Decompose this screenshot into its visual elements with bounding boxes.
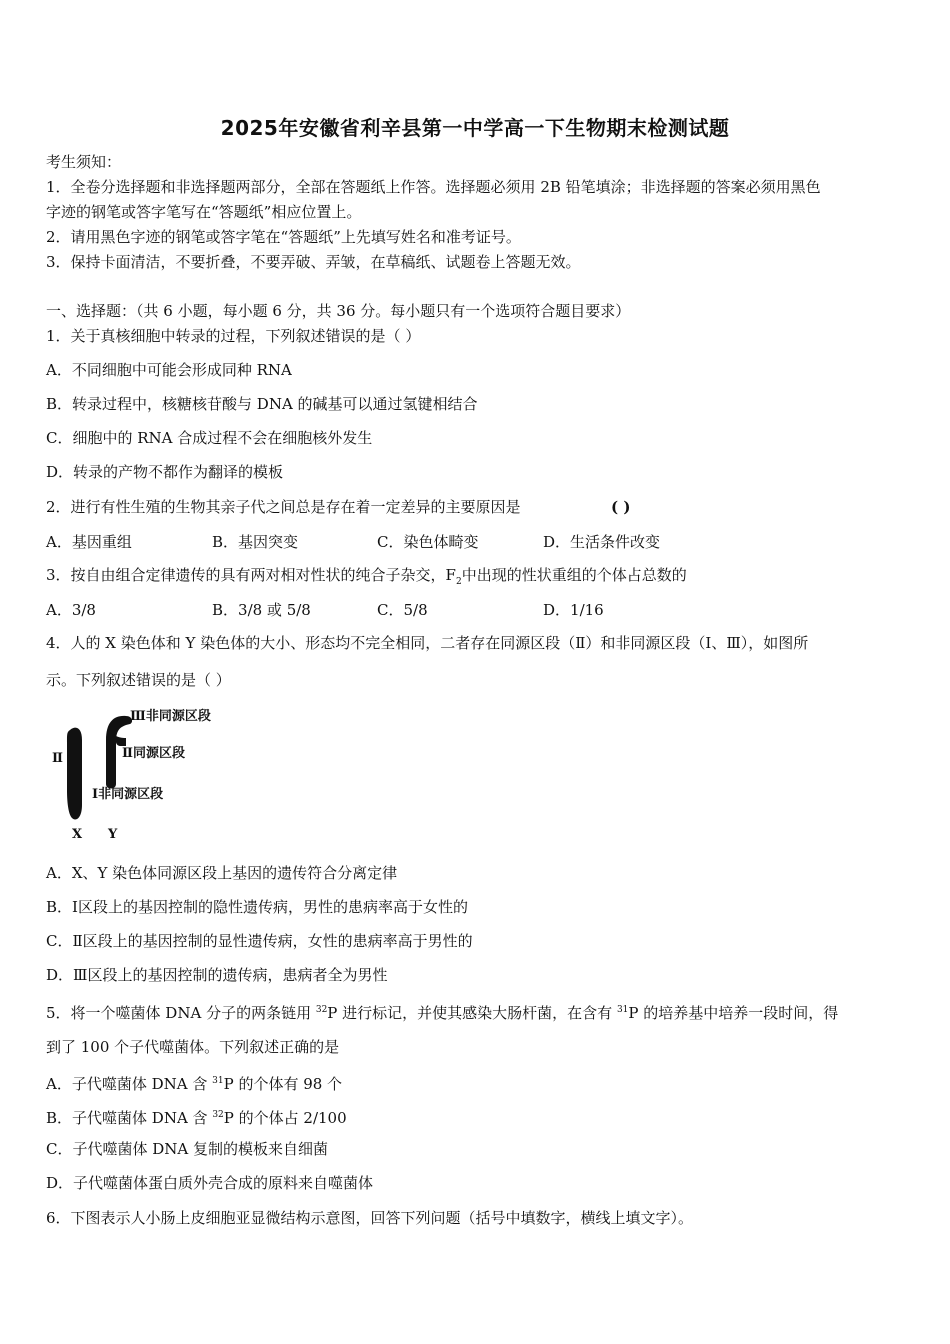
question-4-option-a: A．X、Y 染色体同源区段上基因的遗传符合分离定律	[46, 864, 398, 882]
notice-heading: 考生须知：	[46, 153, 122, 171]
figure-label-iii: Ⅲ非同源区段	[130, 709, 211, 724]
question-3-option-b: B．3/8 或 5/8	[212, 601, 311, 619]
question-5-stem-line1	[46, 1000, 838, 1023]
question-2-option-d: D．生活条件改变	[543, 533, 661, 551]
question-6-stem: 6．下图表示人小肠上皮细胞亚显微结构示意图，回答下列问题（括号中填数字，横线上填文字）。	[46, 1209, 694, 1227]
question-1-stem: 1．关于真核细胞中转录的过程，下列叙述错误的是（ ）	[46, 327, 421, 345]
question-5-option-b-post: P 的个体占 2/100	[223, 1109, 347, 1127]
question-5-option-c: C．子代噬菌体 DNA 复制的模板来自细菌	[46, 1140, 328, 1158]
question-5-option-b	[46, 1105, 347, 1128]
question-1-option-b: B．转录过程中，核糖核苷酸与 DNA 的碱基可以通过氢键相结合	[46, 395, 478, 413]
question-2-option-b: B．基因突变	[212, 533, 299, 551]
question-3-option-c: C．5/8	[377, 601, 428, 619]
question-2-option-a: A．基因重组	[46, 533, 132, 551]
question-3-stem	[46, 565, 687, 592]
question-1-option-c: C．细胞中的 RNA 合成过程不会在细胞核外发生	[46, 429, 373, 447]
question-4-option-b: B．Ⅰ区段上的基因控制的隐性遗传病，男性的患病率高于女性的	[46, 898, 468, 916]
notice-item-1-cont: 字迹的钢笔或答字笔写在“答题纸”相应位置上。	[46, 203, 362, 221]
figure-label-i: Ⅰ非同源区段	[92, 787, 164, 802]
figure-label-ii-right: Ⅱ同源区段	[122, 746, 185, 761]
question-5-stem-part1: 5．将一个噬菌体 DNA 分子的两条链用	[46, 1004, 316, 1022]
question-5-sup-31: 31	[616, 1005, 629, 1015]
xy-chromosome-figure	[48, 700, 238, 850]
question-4-option-d: D．Ⅲ区段上的基因控制的遗传病，患病者全为男性	[46, 966, 388, 984]
section-heading: 一、选择题：（共 6 小题，每小题 6 分，共 36 分。每小题只有一个选项符合题目要求）	[46, 302, 631, 320]
question-5-sup-32: 32	[315, 1005, 328, 1015]
question-2-option-c: C．染色体畸变	[377, 533, 479, 551]
question-3-options	[46, 599, 906, 619]
question-2-options	[46, 531, 906, 551]
question-1-option-d: D．转录的产物不都作为翻译的模板	[46, 463, 284, 481]
figure-label-y: Y	[108, 827, 118, 842]
question-5-stem-part2: P 进行标记，并使其感染大肠杆菌，在含有	[327, 1004, 617, 1022]
question-3-stem-pre: 3．按自由组合定律遗传的具有两对相对性状的纯合子杂交，F	[46, 566, 456, 584]
question-5-option-b-pre: B．子代噬菌体 DNA 含	[46, 1109, 213, 1127]
question-2-stem-text: 2．进行有性生殖的生物其亲子代之间总是存在着一定差异的主要原因是	[46, 498, 521, 516]
figure-label-ii-left: Ⅱ	[52, 751, 63, 766]
question-4-stem-line1: 4．人的 X 染色体和 Y 染色体的大小、形态均不完全相同，二者存在同源区段（Ⅱ）和非同源区段（Ⅰ、Ⅲ），如图所	[46, 634, 809, 652]
notice-item-3: 3．保持卡面清洁，不要折叠，不要弄破、弄皱，在草稿纸、试题卷上答题无效。	[46, 253, 581, 271]
question-4-stem-line2: 示。下列叙述错误的是（ ）	[46, 671, 231, 689]
question-5-option-b-sup: 32	[212, 1110, 224, 1120]
figure-label-x: X	[72, 827, 83, 842]
question-2-stem	[46, 497, 631, 517]
question-3-option-d: D．1/16	[543, 601, 604, 619]
question-5-option-a-post: P 的个体有 98 个	[223, 1075, 343, 1093]
question-5-stem-line2: 到了 100 个子代噬菌体。下列叙述正确的是	[46, 1038, 340, 1056]
x-chromosome	[67, 728, 82, 820]
question-5-option-a	[46, 1071, 342, 1094]
question-5-option-d: D．子代噬菌体蛋白质外壳合成的原料来自噬菌体	[46, 1174, 374, 1192]
page-title: 2025年安徽省利辛县第一中学高一下生物期末检测试题	[220, 116, 730, 140]
question-4-option-c: C．Ⅱ区段上的基因控制的显性遗传病，女性的患病率高于男性的	[46, 932, 473, 950]
question-5-stem-part3: P 的培养基中培养一段时间，得	[628, 1004, 839, 1022]
question-3-stem-sub: 2	[455, 577, 462, 587]
question-3-option-a: A．3/8	[46, 601, 96, 619]
question-5-option-a-pre: A．子代噬菌体 DNA 含	[46, 1075, 213, 1093]
question-1-option-a: A．不同细胞中可能会形成同种 RNA	[46, 361, 292, 379]
question-5-option-a-sup: 31	[212, 1076, 224, 1086]
question-2-answer-paren: ( )	[611, 498, 631, 516]
question-3-stem-post: 中出现的性状重组的个体占总数的	[461, 566, 687, 584]
notice-item-2: 2．请用黑色字迹的钢笔或答字笔在“答题纸”上先填写姓名和准考证号。	[46, 228, 521, 246]
notice-item-1: 1．全卷分选择题和非选择题两部分，全部在答题纸上作答。选择题必须用 2B 铅笔填涂；非选择题的答案必须用黑色	[46, 178, 821, 196]
